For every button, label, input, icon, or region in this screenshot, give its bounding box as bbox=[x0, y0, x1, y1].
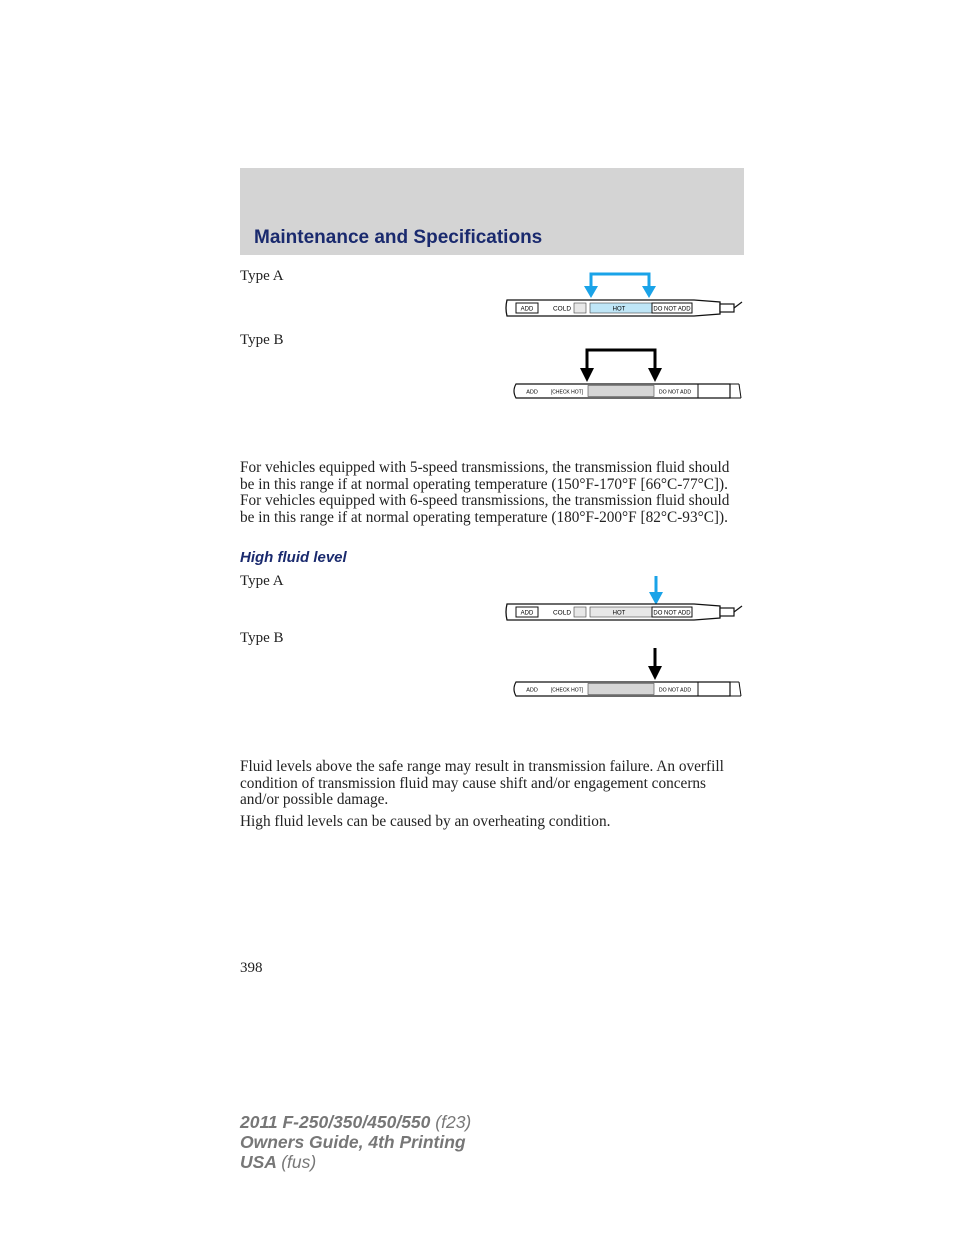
label-hot: HOT bbox=[612, 610, 626, 617]
page-number: 398 bbox=[240, 960, 263, 976]
high-level-paragraph-2: High fluid levels can be caused by an overheating condition. bbox=[240, 813, 611, 830]
type-b-label: Type B bbox=[240, 630, 284, 646]
high-level-paragraph-1: Fluid levels above the safe range may result in transmission failure. An overfill condition of transmission fluid may cause shift and/or engagement concerns and/or possible damage. bbox=[240, 758, 724, 808]
range-arrow bbox=[587, 350, 655, 374]
type-b-label: Type B bbox=[240, 332, 284, 348]
footer bbox=[240, 1112, 471, 1172]
dipstick-a-normal-range-figure bbox=[504, 270, 744, 322]
dipstick-b-normal-range-figure bbox=[510, 346, 744, 402]
dipstick-a-high-level-figure bbox=[504, 574, 744, 626]
normal-level-description: For vehicles equipped with 5-speed transmissions, the transmission fluid should be in this range if at normal operating temperature (150°F-170°F [66°C-77°C]). For vehicles equipped with 6-speed transmissions, the transmission fluid should be in this range if at normal operating temperature (180°F-200°F [82°C-93°C]). bbox=[240, 459, 730, 526]
label-check-hot: [CHECK HOT] bbox=[550, 389, 584, 396]
footer-line-2: Owners Guide, 4th Printing bbox=[240, 1132, 466, 1152]
section-title: Maintenance and Specifications bbox=[254, 227, 543, 248]
type-a-label: Type A bbox=[240, 573, 284, 589]
arrow-head bbox=[648, 666, 662, 680]
label-do-not-add: DO NOT ADD bbox=[653, 306, 691, 313]
range-arrow bbox=[591, 274, 649, 294]
footer-line-3 bbox=[240, 1152, 471, 1172]
arrow-head-right bbox=[642, 286, 656, 298]
type-a-label: Type A bbox=[240, 268, 284, 284]
label-do-not-add: DO NOT ADD bbox=[658, 687, 692, 694]
label-add: ADD bbox=[526, 389, 538, 396]
footer-model: 2011 F-250/350/450/550 bbox=[240, 1112, 431, 1132]
high-fluid-level-heading: High fluid level bbox=[240, 549, 347, 566]
arrow-head bbox=[649, 592, 663, 605]
label-add: ADD bbox=[520, 306, 534, 313]
label-cold: COLD bbox=[552, 305, 572, 313]
arrow-head-left bbox=[584, 286, 598, 298]
footer-region-code: (fus) bbox=[281, 1152, 317, 1172]
label-cold: COLD bbox=[552, 609, 572, 617]
label-do-not-add: DO NOT ADD bbox=[653, 610, 691, 617]
footer-model-code: (f23) bbox=[435, 1112, 472, 1132]
label-add: ADD bbox=[520, 610, 534, 617]
footer-line-1 bbox=[240, 1112, 471, 1132]
arrow-head-right bbox=[648, 368, 662, 382]
label-hot: HOT bbox=[612, 306, 626, 313]
label-do-not-add: DO NOT ADD bbox=[658, 389, 692, 396]
arrow-head-left bbox=[580, 368, 594, 382]
footer-region: USA bbox=[240, 1152, 277, 1172]
label-check-hot: [CHECK HOT] bbox=[550, 687, 584, 694]
dipstick-b-high-level-figure bbox=[510, 644, 744, 700]
label-add: ADD bbox=[526, 687, 538, 694]
